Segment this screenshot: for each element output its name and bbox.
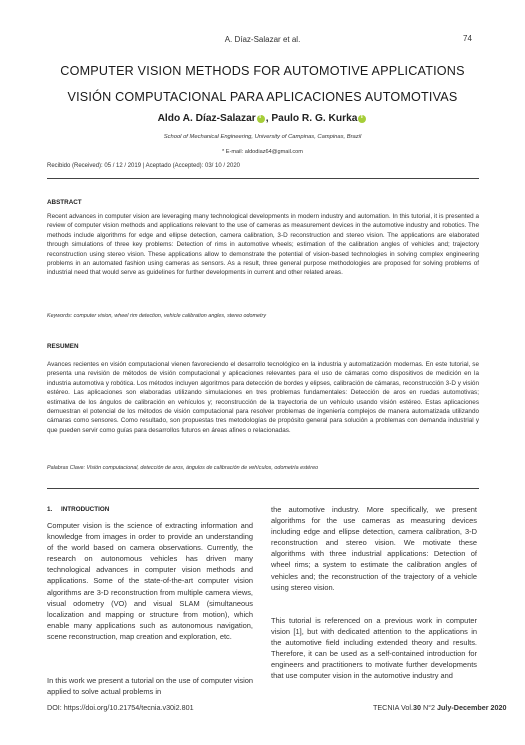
- abstract-heading: ABSTRACT: [47, 199, 82, 206]
- title-english: COMPUTER VISION METHODS FOR AUTOMOTIVE APPLICATIONS: [60, 64, 465, 78]
- orcid-icon[interactable]: [257, 115, 265, 123]
- author-2: , Paulo R. G. Kurka: [265, 113, 358, 124]
- paragraph: This tutorial is referenced on a previous work in computer vision [1], but with dedicated attention to the applications in the automotive field including extended theory and results. Therefore, it can be used as a self-contained introduction for engineers and practitioners to motivate further developments that use computer vision in the automotive industry and: [271, 616, 477, 681]
- title-spanish: VISIÓN COMPUTACIONAL PARA APLICACIONES AUTOMOTIVAS: [67, 90, 458, 104]
- author-line: [0, 113, 525, 124]
- intro-right-paragraph-2: [271, 615, 477, 682]
- orcid-icon[interactable]: [358, 115, 366, 123]
- divider: [47, 488, 479, 489]
- author-1: Aldo A. Díaz-Salazar: [157, 113, 256, 124]
- paragraph: Computer vision is the science of extracting information and knowledge from images in order to provide an understanding of the world based on camera observations. Currently, the research on autonomous vehicles has driven many technological advances in computer vision methods and applications. Some of the state-of-the-art computer vision algorithms are 3-D reconstruction from multiple camera views, visual odometry (VO) and visual SLAM (simultaneous localization and mapping or structure from motion), which enable many applications such as autonomous navigation, scene reconstruction, map creation and exploration, etc.: [47, 521, 253, 641]
- volume-number: 30: [412, 703, 421, 712]
- received-dates: Recibido (Received): 05 / 12 / 2019 | Aceptado (Accepted): 03/ 10 / 2020: [47, 163, 241, 169]
- journal-volume: [373, 703, 507, 712]
- affiliation: School of Mechanical Engineering, University of Campinas, Campinas, Brazil: [163, 134, 362, 140]
- resumen-body: Avances recientes en visión computacional vienen favoreciendo el desarrollo tecnológico en la industria y automatización modernas. En este tutorial, se presenta una revisión de métodos de visión computacional y aplicaciones relevantes para el uso de cámaras como dispositivos de medición en la industria automotiva y robótica. Los métodos incluyen algoritmos para detección de bordes y elipses, calibración de cámaras, reconstrucción 3-D y visión estéreo. Las aplicaciones son elaboradas utilizando simulaciones en tres problemas fundamentales: Detección de aros en ruedas automotivas; estimativa de los ángulos de calibración en vehículos y; reconstrucción de la trayectoria de un vehículo usando visión estéreo. Estas aplicaciones demuestran el potencial de los métodos de visión computacional para resolver problemas de ingeniería complejos de manera automatizada utilizando cámaras como sensores. Como resultado, son propuestas tres metodologías de propósito general para solución a problemas con demanda industrial y que pueden servir como guías para desarrollos futuros en áreas afines o relacionadas.: [47, 361, 479, 434]
- corresponding-email: * E-mail: aldodiaz64@gmail.com: [222, 149, 303, 155]
- divider: [47, 178, 479, 179]
- issue-date: July-December 2020: [437, 703, 507, 712]
- journal-name: TECNIA Vol.: [373, 703, 413, 712]
- page-number: 74: [463, 34, 472, 43]
- issue-number: N°2: [420, 703, 438, 712]
- intro-left-paragraph-2: [47, 675, 253, 697]
- introduction-heading: 1. INTRODUCTION: [47, 506, 110, 513]
- intro-left-paragraph-1: [47, 520, 253, 642]
- abstract-body: Recent advances in computer vision are leveraging many technological developments in modern industry and automation. In this tutorial, it is presented a review of computer vision methods and applications relevant to the use of cameras as measurement devices in the automotive industry and robotics. The methods include algorithms for edge and ellipse detection, camera calibration, 3-D reconstruction and stereo vision. The applications are elaborated through simulations of three key problems: Detection of rims in automotive wheels; estimation of the calibration angles of vehicles and; trajectory reconstruction using stereo vision. These applications allow to demonstrate the potential of vision-based technologies in solving complex engineering problems in an automated fashion using cameras as sensors. As a result, three general purpose methodologies are proposed for solving problems of industrial need that would serve as guidelines for further developments in current and other related areas.: [47, 213, 479, 277]
- paragraph: the automotive industry. More specifically, we present algorithms for the use cameras as measuring devices including edge and ellipse detection, camera calibration, 3-D reconstruction and stereo vision. We motivate these algorithms with three industrial applications: Detection of wheel rims; a system to estimate the calibration angles of vehicles and; the reconstruction of the trajectory of a vehicle using stereo vision.: [271, 505, 477, 592]
- running-header-author: A. Díaz-Salazar et al.: [224, 35, 301, 44]
- doi-link[interactable]: DOI: https://doi.org/10.21754/tecnia.v30i2.801: [47, 703, 194, 712]
- resumen-heading: RESUMEN: [47, 343, 79, 350]
- resumen-keywords: Palabras Clave: Visión computacional, detección de aros, ángulos de calibración de vehículos, odometría estéreo: [47, 465, 319, 471]
- abstract-keywords: Keywords: computer vision, wheel rim detection, vehicle calibration angles, stereo odometry: [47, 313, 267, 319]
- paragraph: In this work we present a tutorial on the use of computer vision applied to solve actual problems in: [47, 676, 253, 697]
- intro-right-paragraph-1: [271, 504, 477, 593]
